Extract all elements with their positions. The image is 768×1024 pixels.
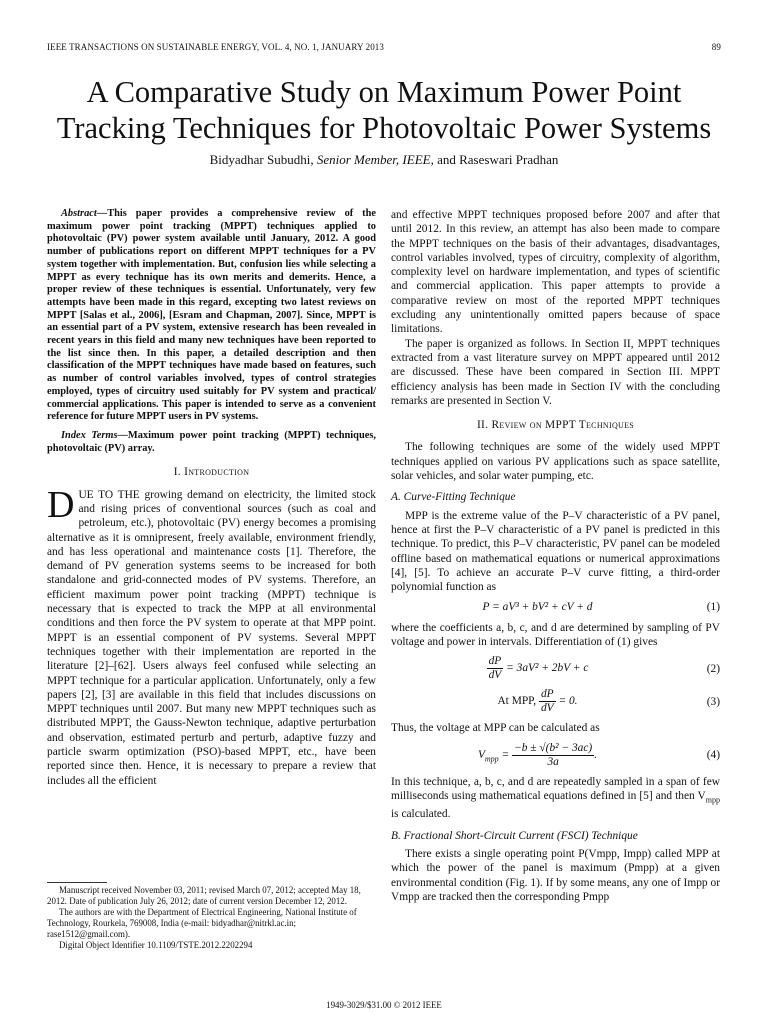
section-2-heading: II. Review on MPPT Techniques (476, 419, 635, 432)
copyright-line: 1949-3029/$31.00 © 2012 IEEE (326, 1000, 442, 1010)
right-paragraph-7: In this technique, a, b, c, and d are repeatedly sampled in a span of few milliseconds using mathematical equations defined in [5] and then $V_{mpp}$ is calculated. (391, 775, 720, 821)
equation-1-number: (1) (706, 601, 720, 614)
drop-cap: D (47, 483, 75, 526)
equation-3-rhs: = 0. (558, 695, 578, 708)
author-2: Raseswari Pradhan (459, 152, 559, 167)
page-number: 89 (711, 42, 721, 52)
paper-title (30, 74, 738, 146)
equation-2-fraction: $\frac{dP}{dV}$ (488, 655, 502, 682)
title-line-2: Tracking Techniques for Photovoltaic Power Systems (56, 111, 712, 145)
intro-heading: I. Introduction (173, 466, 250, 479)
equation-4-number: (4) (706, 748, 720, 761)
equation-3 (391, 688, 720, 715)
equation-3-lhs: At MPP, (497, 695, 537, 708)
footnote-affiliation: The authors are with the Department of Electrical Engineering, National Institute of Technology, Rourkela, 769008, India (e-mail: bidyadhar@nitrkl.ac.in; rase1512@gmail.com). (47, 907, 357, 939)
subsection-a-heading: A. Curve-Fitting Technique (391, 491, 516, 504)
equation-1-body: P = aV³ + bV² + cV + d (482, 601, 593, 614)
footnote-doi: Digital Object Identifier 10.1109/TSTE.2012.2202294 (59, 940, 253, 950)
equation-2-rhs: = 3aV² + 2bV + c (506, 662, 589, 675)
index-terms (47, 430, 376, 455)
right-paragraph-5: where the coefficients a, b, c, and d are determined by sampling of PV voltage and power in intervals. Differentiation of (1) gives (391, 621, 720, 649)
running-header (47, 42, 721, 56)
index-terms-label: Index Terms— (61, 429, 128, 441)
intro-text: growing demand on electricity, the limited stock and rising prices of conventional sources (such as coal and petroleum, etc.), photovoltaic (PV) energy becomes a promising alternative as it is omnipresent, freely available, environment friendly, and has less operational and maintenance costs [1]. Therefore, the demand of PV generation systems seems to be increased for both standalone and grid-connected modes of PV systems. Therefore, an efficient maximum power point tracking (MPPT) technique is necessary that is expected to track the MPP at all environmental conditions and then force the PV system to operate at that MPP point. MPPT is an essential component of PV systems. Several MPPT techniques together with their implementation are reported in the literature [2]–[62]. Users always feel confused while selecting an MPPT technique for a particular application. Unfortunately, only a few papers [2], [3] are available in this field that includes discussions on MPPT techniques until 2007. But many new MPPT techniques such as distributed MPPT, the Gauss-Newton technique, adaptive perturbation and observation, estimated perturb and perturb, adaptive fuzzy and particle swarm optimization (PSO)-based MPPT, etc., have been reported since then. Hence, it is necessary to prepare a review that includes all the efficient (47, 488, 376, 787)
right-paragraph-6: Thus, the voltage at MPP can be calculated as (391, 722, 600, 735)
equation-4: $V_{mpp}$ = $\frac{\text{−b ± √(b² − 3ac)}}{3a}$ . (4) (477, 741, 720, 768)
abstract (47, 208, 376, 424)
author-line (30, 152, 738, 168)
journal-citation: IEEE TRANSACTIONS ON SUSTAINABLE ENERGY, VOL. 4, NO. 1, JANUARY 2013 (47, 42, 385, 52)
intro-lead: UE TO THE (78, 488, 140, 501)
author-and: and (437, 152, 456, 167)
subsection-b-heading: B. Fractional Short-Circuit Current (FSCI) Technique (391, 829, 638, 842)
intro-paragraph (47, 483, 376, 788)
author-1: Bidyadhar Subudhi, (209, 152, 314, 167)
left-column (47, 208, 376, 788)
right-paragraph-2: The paper is organized as follows. In Section II, MPPT techniques extracted from a vast literature survey on MPPT appeared until 2012 are discussed. These have been compared in Section III. MPPT efficiency analysis has been made in Section IV with the concluding remarks are presented in Section V. (391, 337, 720, 407)
right-column (391, 208, 720, 904)
abstract-label: Abstract— (61, 208, 108, 219)
right-paragraph-4: MPP is the extreme value of the P–V characteristic of a PV panel, hence at first the P–V characteristic of a PV panel is predicted in this technique. To predict, this P–V characteristic, PV panel can be modeled offline based on mathematical equations or numerical approximations [4], [5]. To achieve an accurate P–V curve fitting, a third-order polynomial function as (391, 509, 720, 594)
equation-4-fraction: $\frac{\text{−b ± √(b² − 3ac)}}{3a}$ (514, 741, 593, 768)
equation-2-number: (2) (706, 662, 720, 675)
footnote-rule (47, 882, 107, 883)
footnote (47, 882, 376, 951)
footnote-received: Manuscript received November 03, 2011; revised March 07, 2012; accepted May 18, 2012. Date of publication July 26, 2012; date of current version December 12, 2012. (47, 885, 361, 906)
right-paragraph-1: and effective MPPT techniques proposed before 2007 and after that until 2012. In this review, an attempt has also been made to compare the MPPT techniques on the basis of their advantages, disadvantages, control variables involved, types of circuitry, complexity of algorithm, complexity level on hardware implementation, and types of scientific and commercial application. This paper attempts to provide a comparative review on most of the reported MPPT techniques excluding any unintentionally omitted papers because of space limitations. (391, 209, 720, 336)
equation-2 (391, 655, 720, 682)
equation-3-number: (3) (706, 695, 720, 708)
equation-3-fraction: $\frac{dP}{dV}$ (540, 688, 554, 715)
right-paragraph-8: There exists a single operating point P(Vmpp, Impp) called MPP at which the power of the panel is maximum (Pmpp) at a given environmental condition (Fig. 1). If by some means, any one of Impp or Vmpp are tracked then the corresponding Pmpp (391, 848, 720, 903)
equation-1 (391, 600, 720, 614)
right-paragraph-3: The following techniques are some of the widely used MPPT techniques applied on various PV applications such as space satellite, solar vehicles, and solar water pumping, etc. (391, 441, 720, 483)
title-line-1: A Comparative Study on Maximum Power Point (86, 75, 682, 109)
abstract-text: This paper provides a comprehensive review of the maximum power point tracking (MPPT) techniques applied to photovoltaic (PV) power system available until January, 2012. A good number of publications report on different MPPT techniques for a PV system together with implementation. But, confusion lies while selecting a MPPT as every technique has its own merits and demerits. Hence, a proper review of these techniques is essential. Unfortunately, very few attempts have been made in this regard, excepting two latest reviews on MPPT [Salas et al., 2006], [Esram and Chapman, 2007]. Since, MPPT is an essential part of a PV system, extensive research has been revealed in recent years in this field and many new techniques have been reported to the list since then. In this paper, a detailed description and then classification of the MPPT techniques have made based on features, such as number of control variables involved, types of control strategies employed, types of circuitry used suitably for PV system and practical/ commercial applications. This paper is intended to serve as a convenient reference for future MPPT users in PV systems. (47, 208, 376, 423)
author-1-role: Senior Member, IEEE, (316, 152, 434, 167)
index-terms-text: Maximum power point tracking (MPPT) techniques, photovoltaic (PV) array. (47, 429, 376, 454)
